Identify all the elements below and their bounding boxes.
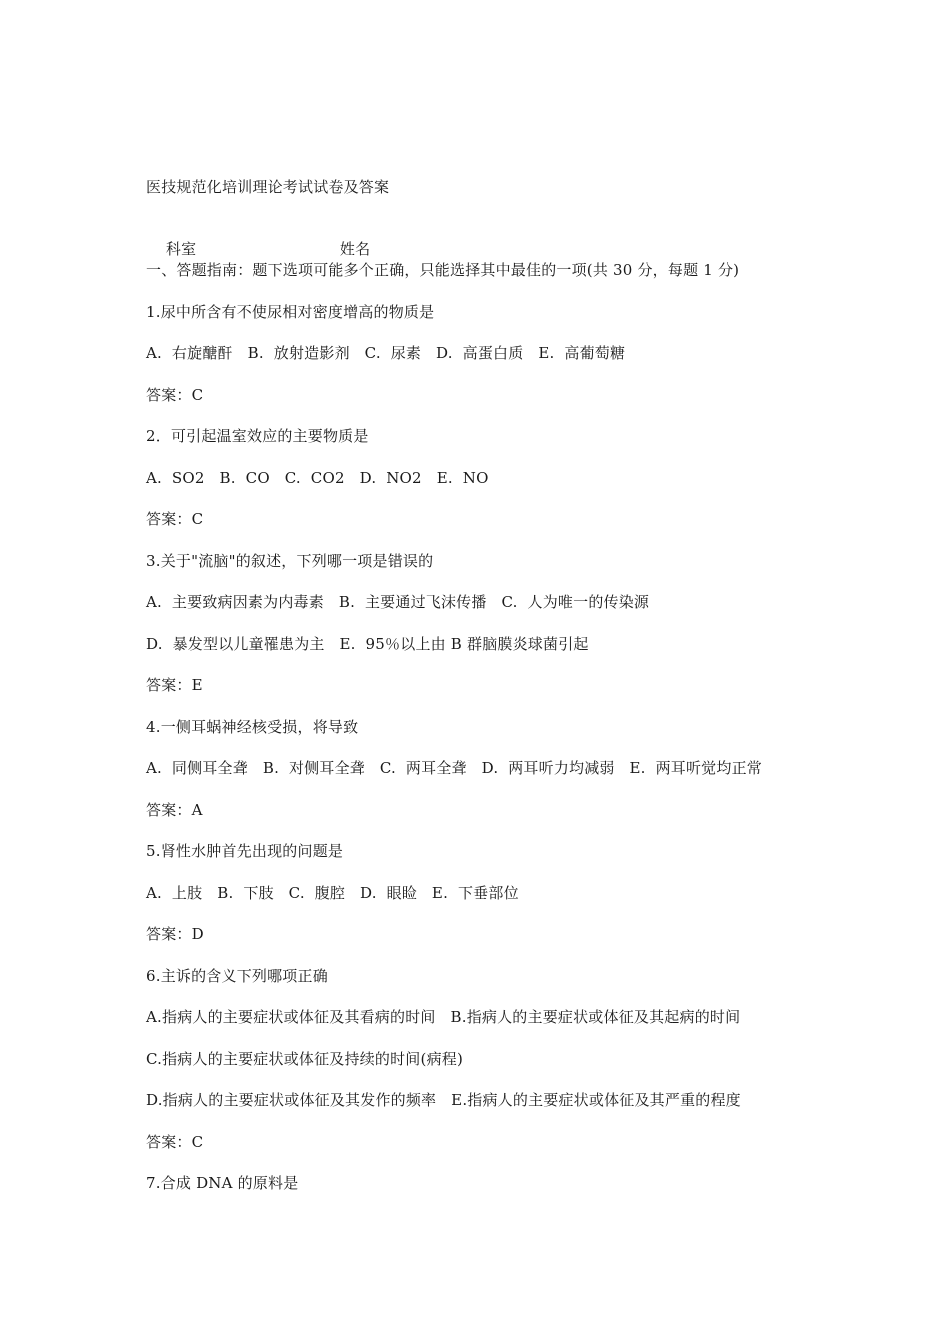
question-stem: 5.肾性水肿首先出现的问题是 (146, 842, 344, 860)
question-options: A. 主要致病因素为内毒素 B. 主要通过飞沫传播 C. 人为唯一的传染源 (146, 593, 650, 611)
question-options: D.指病人的主要症状或体征及其发作的频率 E.指病人的主要症状或体征及其严重的程度 (146, 1091, 741, 1109)
question-options: C.指病人的主要症状或体征及持续的时间(病程) (146, 1050, 464, 1068)
question-stem: 3.关于"流脑"的叙述，下列哪一项是错误的 (146, 552, 434, 570)
question-stem: 2．可引起温室效应的主要物质是 (146, 427, 369, 445)
question-stem: 7.合成 DNA 的原料是 (146, 1174, 299, 1192)
instructions: 一、答题指南：题下选项可能多个正确，只能选择其中最佳的一项(共 30 分，每题 1 分) (146, 261, 740, 279)
question-stem: 4.一侧耳蜗神经核受损，将导致 (146, 718, 359, 736)
question-answer: 答案：C (146, 386, 204, 404)
question-answer: 答案：C (146, 510, 204, 528)
question-options: A.指病人的主要症状或体征及其看病的时间 B.指病人的主要症状或体征及其起病的时间 (146, 1008, 741, 1026)
question-options: A. 右旋醣酐 B. 放射造影剂 C. 尿素 D. 高蛋白质 E. 高葡萄糖 (146, 344, 626, 362)
dept-label: 科室 (165, 240, 197, 258)
question-options: A. SO2 B. CO C. CO2 D. NO2 E. NO (146, 469, 489, 487)
question-answer: 答案：A (146, 801, 203, 819)
question-stem: 1.尿中所含有不使尿相对密度增高的物质是 (146, 303, 435, 321)
document-title: 医技规范化培训理论考试试卷及答案 (146, 178, 390, 196)
question-answer: 答案：C (146, 1133, 204, 1151)
question-options: D. 暴发型以儿童罹患为主 E. 95％以上由 B 群脑膜炎球菌引起 (146, 635, 589, 653)
question-options: A. 上肢 B. 下肢 C. 腹腔 D. 眼睑 E. 下垂部位 (146, 884, 519, 902)
question-options: A. 同侧耳全聋 B. 对侧耳全聋 C. 两耳全聋 D. 两耳听力均减弱 E. 两耳听觉均正常 (146, 759, 762, 777)
question-answer: 答案：D (146, 925, 204, 943)
question-stem: 6.主诉的含义下列哪项正确 (146, 967, 328, 985)
question-answer: 答案：E (146, 676, 203, 694)
name-label: 姓名 (339, 240, 371, 258)
